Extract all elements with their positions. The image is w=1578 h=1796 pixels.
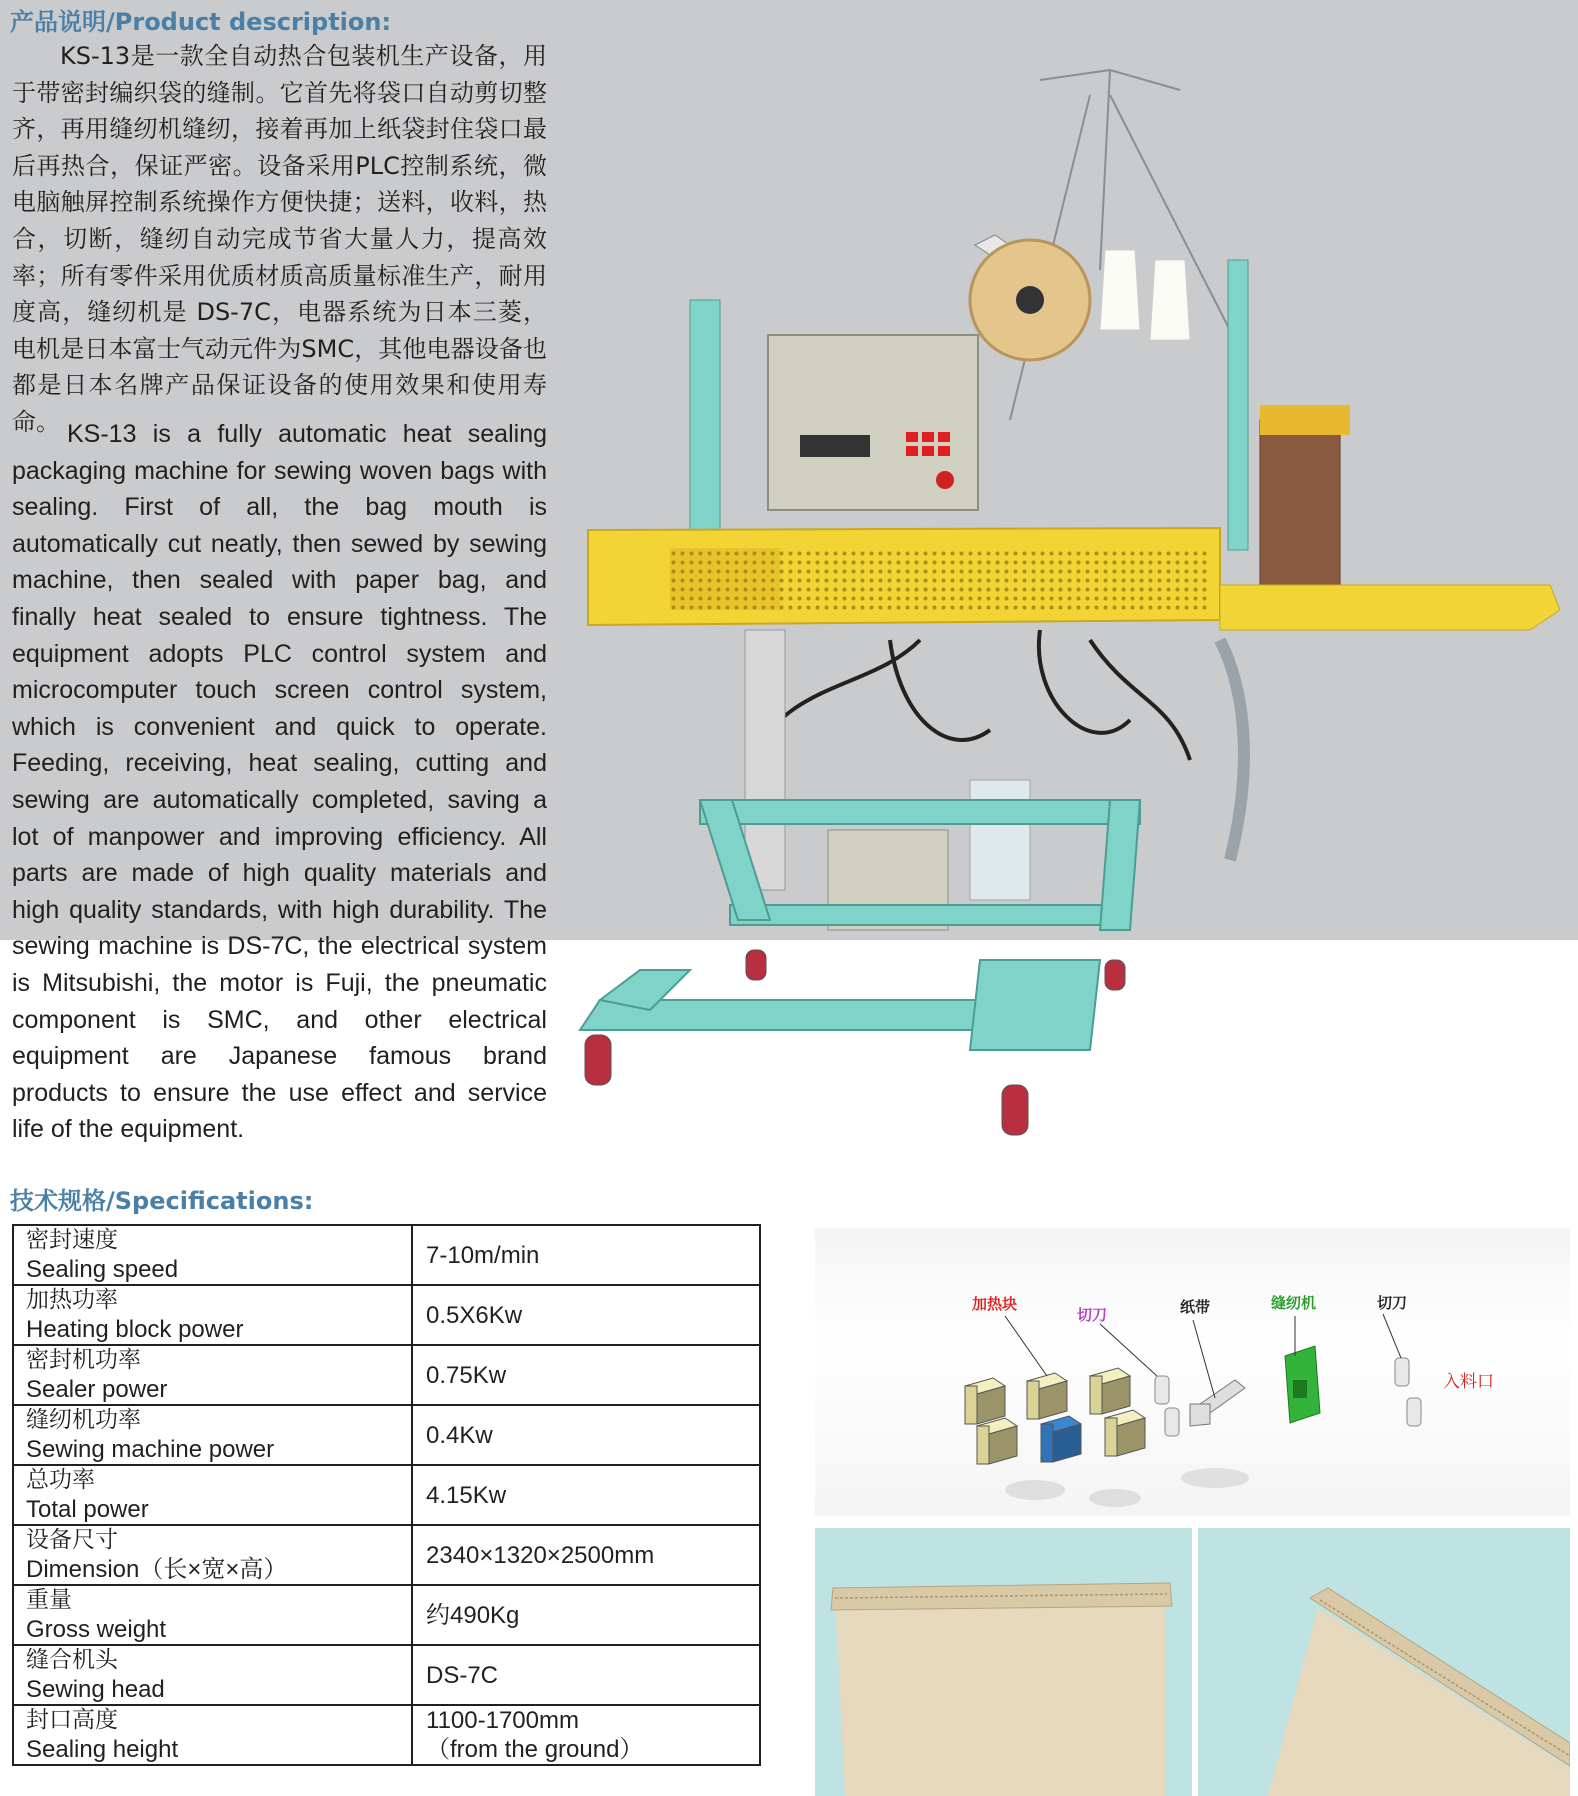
specifications-heading: 技术规格/Specifications: bbox=[10, 1187, 314, 1215]
sealed-bag-photo-angle bbox=[1198, 1528, 1570, 1796]
paper-tape-guide bbox=[1190, 1380, 1245, 1426]
left-post bbox=[690, 300, 720, 530]
label-sewing-machine: 缝纫机 bbox=[1271, 1294, 1317, 1312]
spec-value: DS-7C bbox=[412, 1645, 760, 1705]
table-row bbox=[13, 1705, 760, 1765]
table-row bbox=[13, 1465, 760, 1525]
sewing-head bbox=[1260, 420, 1340, 605]
description-chinese: KS-13是一款全自动热合包装机生产设备，用于带密封编织袋的缝制。它首先将袋口自动剪切整齐，再用缝纫机缝纫，接着再加上纸袋封住袋口最后再热合，保证严密。设备采用PLC控制系统，微电脑触屏控制系统操作方便快捷；送料，收料，热合，切断，缝纫自动完成节省大量人力，提高效率；所有零件采用优质材质高质量标准生产，耐用度高，缝纫机是 DS-7C，电器系统为日本三菱，电机是日本富士气动元件为SMC，其他电器设备也都是日本名牌产品保证设备的使用效果和使用寿命。 bbox=[12, 42, 547, 436]
thread-cone-right bbox=[1150, 260, 1190, 340]
table-row bbox=[13, 1225, 760, 1285]
description-english: KS-13 is a fully automatic heat sealing packaging machine for sewing woven bags with sealing. First of all, the bag mouth is automatically cut neatly, then sewed by sewing machine, then sealed with paper bag, and finally heat sealed to ensure tightness. The equipment adopts PLC control system and microcomputer touch screen control system, which is convenient and quick to operate. Feeding, receiving, heat sealing, cutting and sewing are automatically completed, saving a lot of manpower and improving efficiency. All parts are made of high quality materials and high quality standards, with high durability. The sewing machine is DS-7C, the electrical system is Mitsubishi, the motor is Fuji, the pneumatic component is SMC, and other electrical equipment are Japanese famous brand products to ensure the use effect and service life of the equipment. bbox=[12, 420, 547, 1144]
spec-label-en: Sealing speed bbox=[26, 1256, 179, 1283]
spec-label-cn: 加热功率 bbox=[26, 1287, 118, 1313]
spec-label-cn: 封口高度 bbox=[26, 1707, 118, 1733]
spec-label-en: Total power bbox=[26, 1496, 149, 1523]
spec-value: 约490Kg bbox=[412, 1585, 760, 1645]
spec-value: 1100-1700mm bbox=[426, 1707, 579, 1734]
spec-label-en: Sewing head bbox=[26, 1676, 165, 1703]
spec-value: 0.4Kw bbox=[412, 1405, 760, 1465]
spec-label-en: Sealer power bbox=[26, 1376, 168, 1403]
spec-label-en: Gross weight bbox=[26, 1616, 167, 1643]
hoses bbox=[750, 630, 1190, 760]
table-row bbox=[13, 1345, 760, 1405]
spec-label-cn: 缝纫机功率 bbox=[26, 1407, 141, 1433]
cutter-cylinders-right bbox=[1395, 1358, 1421, 1426]
bag-angle-graphic bbox=[1198, 1528, 1570, 1796]
spec-label-en: Sealing height bbox=[26, 1736, 179, 1763]
spec-label-cn: 密封速度 bbox=[26, 1227, 118, 1253]
spec-value: 0.75Kw bbox=[412, 1345, 760, 1405]
right-post bbox=[1228, 260, 1248, 550]
spec-value: 2340×1320×2500mm bbox=[412, 1525, 760, 1585]
table-row bbox=[13, 1585, 760, 1645]
spec-label-cn: 重量 bbox=[26, 1587, 72, 1613]
spec-label-en: Sewing machine power bbox=[26, 1436, 275, 1463]
floor-shadows bbox=[1005, 1468, 1249, 1507]
product-description-heading: 产品说明/Product description: bbox=[10, 8, 392, 36]
display-panel bbox=[800, 435, 870, 457]
spec-value: 7-10m/min bbox=[412, 1225, 760, 1285]
bag-front-graphic bbox=[815, 1528, 1192, 1796]
process-diagram bbox=[815, 1228, 1570, 1516]
table-row bbox=[13, 1525, 760, 1585]
mesh-panel-3 bbox=[1010, 548, 1210, 610]
sealed-bag-photo-front bbox=[815, 1528, 1192, 1796]
spec-label-cn: 缝合机头 bbox=[26, 1647, 118, 1673]
table-row bbox=[13, 1405, 760, 1465]
spec-label-cn: 设备尺寸 bbox=[26, 1527, 118, 1553]
mesh-panel-1 bbox=[670, 548, 780, 610]
specifications-table bbox=[12, 1224, 761, 1766]
spec-value: 4.15Kw bbox=[412, 1465, 760, 1525]
column bbox=[745, 630, 785, 890]
label-cutter-left: 切刀 bbox=[1077, 1306, 1108, 1324]
spec-label-cn: 总功率 bbox=[26, 1467, 95, 1493]
label-paper-tape: 纸带 bbox=[1180, 1298, 1211, 1316]
spec-value: 0.5X6Kw bbox=[412, 1285, 760, 1345]
sewing-machine-model bbox=[1285, 1346, 1320, 1423]
spec-label-en: Dimension（长×宽×高） bbox=[26, 1556, 288, 1583]
machine-photo bbox=[570, 0, 1578, 1150]
spec-label-cn: 密封机功率 bbox=[26, 1347, 141, 1373]
label-inlet: 入料口 bbox=[1443, 1372, 1494, 1392]
cutter-cylinders-left bbox=[1155, 1376, 1179, 1436]
conveyor-table bbox=[1220, 585, 1560, 630]
thread-cone-left bbox=[1100, 250, 1140, 330]
table-row bbox=[13, 1285, 760, 1345]
air-cylinder bbox=[970, 780, 1030, 900]
mesh-panel-2 bbox=[780, 548, 1010, 610]
spec-label-en: Heating block power bbox=[26, 1316, 244, 1343]
spec-value-note: （from the ground） bbox=[426, 1736, 644, 1763]
label-cutter-right: 切刀 bbox=[1377, 1294, 1408, 1312]
table-row bbox=[13, 1645, 760, 1705]
label-heating-block: 加热块 bbox=[972, 1295, 1018, 1313]
heating-blocks bbox=[965, 1368, 1145, 1464]
